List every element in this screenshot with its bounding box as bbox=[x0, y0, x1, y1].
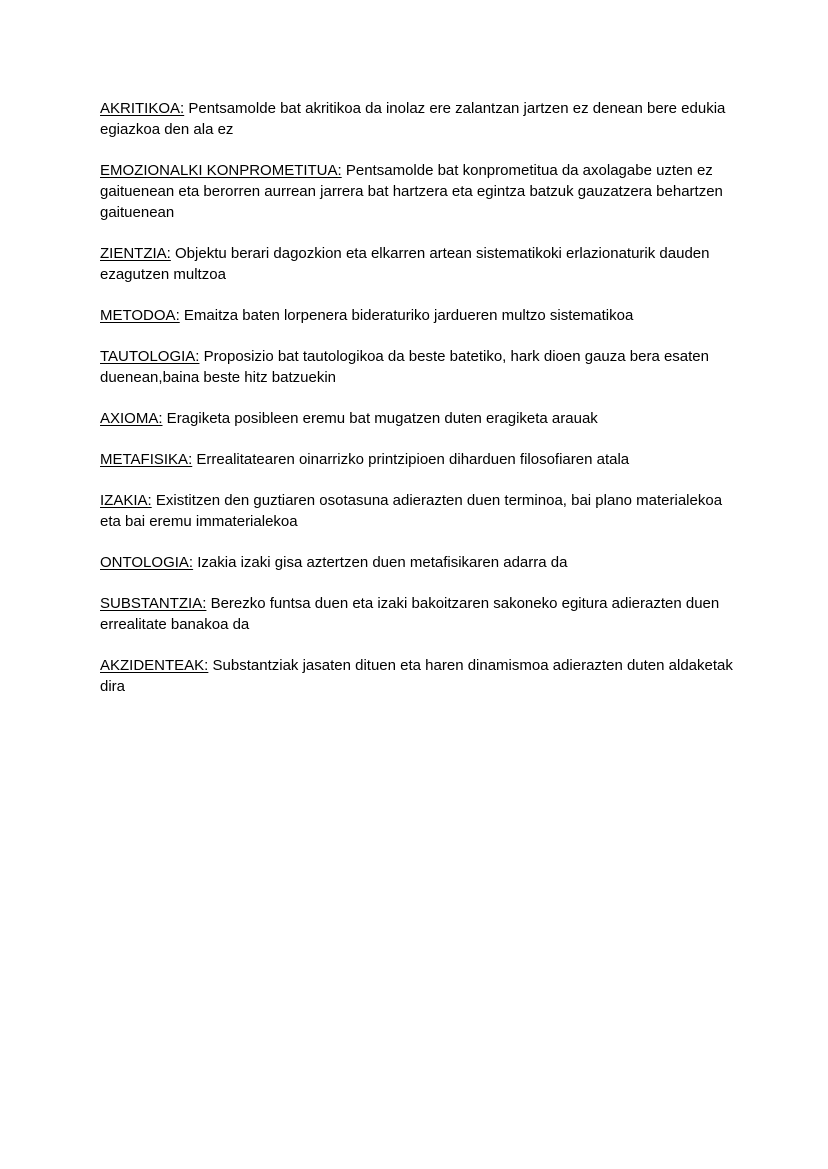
glossary-definition: Substantziak jasaten dituen eta haren dinamismoa adierazten duten aldaketak dira bbox=[100, 657, 733, 695]
glossary-definition: Izakia izaki gisa aztertzen duen metafisikaren adarra da bbox=[193, 554, 568, 571]
glossary-term: ZIENTZIA: bbox=[100, 245, 171, 262]
glossary-term: METAFISIKA: bbox=[100, 451, 193, 468]
glossary-term: ONTOLOGIA: bbox=[100, 554, 194, 571]
glossary-entry-akzidenteak bbox=[100, 655, 740, 697]
glossary-term: AKZIDENTEAK: bbox=[100, 657, 209, 674]
glossary-entry-axioma bbox=[100, 408, 740, 429]
glossary-entry-metodoa bbox=[100, 305, 740, 326]
glossary-entry-substantzia bbox=[100, 593, 740, 635]
glossary-definition: Berezko funtsa duen eta izaki bakoitzaren sakoneko egitura adierazten duen errealitate banakoa da bbox=[100, 595, 720, 633]
glossary-definition: Objektu berari dagozkion eta elkarren artean sistematikoki erlazionaturik dauden ezagutzen multzoa bbox=[100, 245, 710, 283]
glossary-term: TAUTOLOGIA: bbox=[100, 348, 200, 365]
glossary-term: IZAKIA: bbox=[100, 492, 152, 509]
document-page bbox=[100, 98, 740, 717]
glossary-entry-emozionalki-konprometitua bbox=[100, 160, 740, 223]
glossary-definition: Eragiketa posibleen eremu bat mugatzen duten eragiketa arauak bbox=[162, 410, 598, 427]
glossary-term: AXIOMA: bbox=[100, 410, 163, 427]
glossary-definition: Errealitatearen oinarrizko printzipioen diharduen filosofiaren atala bbox=[192, 451, 630, 468]
glossary-term: EMOZIONALKI KONPROMETITUA: bbox=[100, 162, 342, 179]
glossary-entry-tautologia bbox=[100, 346, 740, 388]
glossary-term: SUBSTANTZIA: bbox=[100, 595, 207, 612]
glossary-entry-ontologia bbox=[100, 552, 740, 573]
glossary-definition: Existitzen den guztiaren osotasuna adierazten duen terminoa, bai plano materialekoa eta bai eremu immaterialekoa bbox=[100, 492, 723, 530]
glossary-definition: Pentsamolde bat konprometitua da axolagabe uzten ez gaituenean eta berorren aurrean jarrera bat hartzera eta egintza batzuk gauzatzera behartzen gaituenean bbox=[100, 162, 723, 221]
glossary-definition: Emaitza baten lorpenera bideraturiko jardueren multzo sistematikoa bbox=[179, 307, 634, 324]
glossary-term: AKRITIKOA: bbox=[100, 100, 185, 117]
glossary-definition: Proposizio bat tautologikoa da beste batetiko, hark dioen gauza bera esaten duenean,baina beste hitz batzuekin bbox=[100, 348, 709, 386]
glossary-definition: Pentsamolde bat akritikoa da inolaz ere zalantzan jartzen ez denean bere edukia egiazkoa den ala ez bbox=[100, 100, 726, 138]
glossary-entry-akritikoa bbox=[100, 98, 740, 140]
glossary-entry-izakia bbox=[100, 490, 740, 532]
glossary-entry-zientzia bbox=[100, 243, 740, 285]
glossary-entry-metafisika bbox=[100, 449, 740, 470]
glossary-term: METODOA: bbox=[100, 307, 180, 324]
